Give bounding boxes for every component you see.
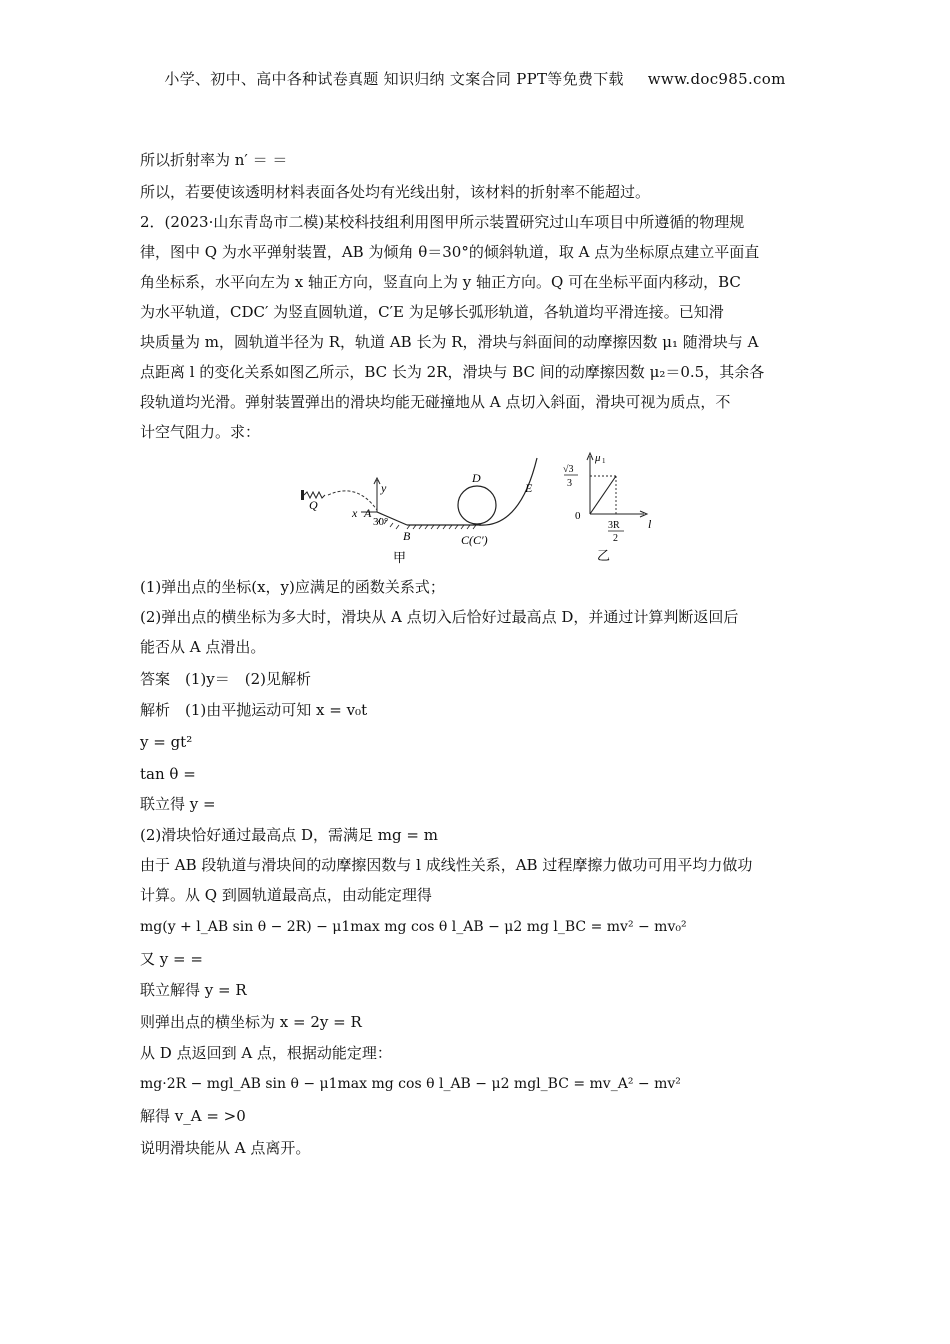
label-mu-sub: 1 xyxy=(602,457,606,465)
label-x: x xyxy=(352,506,358,520)
loop-track xyxy=(458,486,496,524)
text-line: 块质量为 m，圆轨道半径为 R，轨道 AB 长为 R，滑块与斜面间的动摩擦因数 μ₁ 随滑块与 A xyxy=(140,333,759,351)
solution-line: 联立解得 y = R xyxy=(140,981,247,999)
label-e: E xyxy=(525,481,533,495)
launcher-plate xyxy=(301,490,304,500)
label-c: C(C′) xyxy=(461,533,488,547)
solution-line: 则弹出点的横坐标为 x = 2y = R xyxy=(140,1013,362,1031)
label-sqrt3: √3 xyxy=(563,464,574,475)
text-line: 点距离 l 的变化关系如图乙所示，BC 长为 2R，滑块与 BC 间的动摩擦因数 μ₂＝0.5，其余各 xyxy=(140,363,765,381)
solution-equation: mg·2R − mgl_AB sin θ − μ1max mg cos θ l_AB − μ2 mgl_BC = mv_A² − mv² xyxy=(140,1076,681,1092)
solution-line: 解析 (1)由平抛运动可知 x = v₀t xyxy=(140,701,368,719)
answer-line: 答案 (1)y＝ (2)见解析 xyxy=(140,670,311,688)
header-text: 小学、初中、高中各种试卷真题 知识归纳 文案合同 PPT等免费下载 xyxy=(164,70,624,88)
text-line: 段轨道均光滑。弹射装置弹出的滑块均能无碰撞地从 A 点切入斜面，滑块可视为质点，不 xyxy=(140,393,731,411)
solution-line: 从 D 点返回到 A 点，根据动能定理： xyxy=(140,1044,392,1062)
label-origin: 0 xyxy=(575,510,581,522)
graph-line xyxy=(590,476,616,514)
label-mu: μ xyxy=(595,452,601,464)
label-angle: 30° xyxy=(373,516,389,528)
text-line: 律，图中 Q 为水平弹射装置，AB 为倾角 θ＝30°的倾斜轨道，取 A 点为坐标原点建立平面直 xyxy=(140,243,760,261)
label-y: y xyxy=(381,481,387,495)
label-3r: 3R xyxy=(608,520,620,531)
text-line: 为水平轨道，CDC′ 为竖直圆轨道，C′E 为足够长弧形轨道，各轨道均平滑连接。已知滑 xyxy=(140,303,724,321)
solution-line: 又 y = = xyxy=(140,950,203,968)
question-line: 能否从 A 点滑出。 xyxy=(140,638,266,656)
label-2: 2 xyxy=(613,533,618,544)
solution-line: 由于 AB 段轨道与滑块间的动摩擦因数与 l 成线性关系，AB 过程摩擦力做功可用平均力做功 xyxy=(140,856,753,874)
question-line: (1)弹出点的坐标(x，y)应满足的函数关系式； xyxy=(140,578,445,596)
label-l: l xyxy=(648,517,652,531)
header-site: www.doc985.com xyxy=(647,70,786,88)
solution-line: 说明滑块能从 A 点离开。 xyxy=(140,1139,311,1157)
text-line: 所以，若要使该透明材料表面各处均有光线出射，该材料的折射率不能超过。 xyxy=(140,183,651,201)
figure-jia xyxy=(295,452,555,567)
solution-line: (2)滑块恰好通过最高点 D，需满足 mg = m xyxy=(140,826,438,844)
text-line: 角坐标系，水平向左为 x 轴正方向，竖直向上为 y 轴正方向。Q 可在坐标平面内移动，BC xyxy=(140,273,741,291)
caption-yi: 乙 xyxy=(597,548,611,563)
solution-line: 解得 v_A = >0 xyxy=(140,1107,246,1125)
caption-jia: 甲 xyxy=(393,550,407,565)
page-header xyxy=(0,68,950,89)
text-line: 计空气阻力。求： xyxy=(140,423,261,441)
text-line: 所以折射率为 n′ ＝ ＝ xyxy=(140,151,288,169)
label-b: B xyxy=(403,529,411,543)
solution-line: 联立得 y = xyxy=(140,795,216,813)
label-d: D xyxy=(472,471,481,485)
solution-line: y = gt² xyxy=(140,733,193,751)
question-line: (2)弹出点的横坐标为多大时，滑块从 A 点切入后恰好过最高点 D，并通过计算判断返回后 xyxy=(140,608,739,626)
text-line: 2．(2023·山东青岛市二模)某校科技组利用图甲所示装置研究过山车项目中所遵循的物理规 xyxy=(140,213,745,231)
solution-equation: mg(y + l_AB sin θ − 2R) − μ1max mg cos θ l_AB − μ2 mg l_BC = mv² − mv₀² xyxy=(140,919,687,935)
label-a: A xyxy=(364,506,372,520)
solution-line: tan θ = xyxy=(140,765,196,783)
solution-line: 计算。从 Q 到圆轨道最高点，由动能定理得 xyxy=(140,886,432,904)
figure-yi xyxy=(560,450,670,565)
label-3: 3 xyxy=(567,478,572,489)
label-q: Q xyxy=(309,498,318,512)
